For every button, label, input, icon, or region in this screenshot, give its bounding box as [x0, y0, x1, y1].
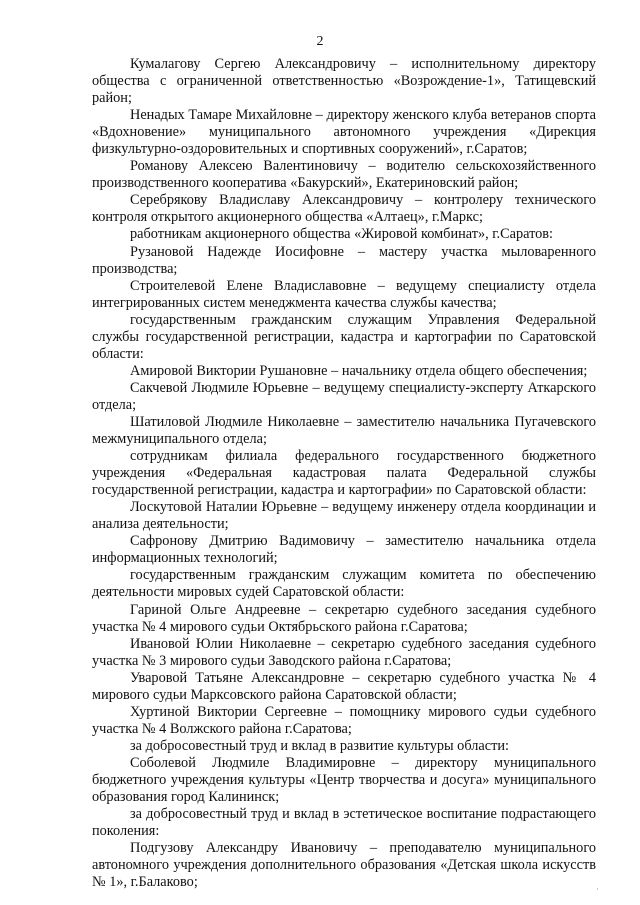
paragraph: Сакчевой Людмиле Юрьевне – ведущему специалисту-эксперту Аткарского отдела; — [92, 379, 596, 413]
paragraph: за добросовестный труд и вклад в развитие культуры области: — [130, 737, 509, 754]
paragraph: работникам акционерного общества «Жировой комбинат», г.Саратов: — [130, 226, 554, 243]
paragraph: государственным гражданским служащим комитета по обеспечению деятельности мировых судей Саратовской области: — [92, 567, 596, 601]
paragraph: Сафронову Дмитрию Вадимовичу – заместителю начальника отдела информационных технологий; — [92, 533, 596, 567]
margin-mark: · — [596, 884, 599, 894]
paragraph: Амировой Виктории Рушановне – начальнику отдела общего обеспечения; — [130, 362, 588, 379]
paragraph: Ненадых Тамаре Михайловне – директору женского клуба ветеранов спорта «Вдохновение» муниципального автономного учреждения «Дирекция физкультурно-оздоровительных и спортивных сооружений», г.Саратов; — [92, 107, 596, 158]
paragraph: Гариной Ольге Андреевне – секретарю судебного заседания судебного участка № 4 мирового судьи Октябрьского района г.Саратова; — [92, 601, 596, 635]
paragraph: Рузановой Надежде Иосифовне – мастеру участка мыловаренного производства; — [92, 243, 596, 277]
paragraph: Шатиловой Людмиле Николаевне – заместителю начальника Пугачевского межмуниципального отдела; — [92, 413, 596, 448]
document-body — [92, 56, 596, 891]
paragraph: Хуртиной Виктории Сергеевне – помощнику мирового судьи судебного участка № 4 Волжского района г.Саратова; — [92, 703, 596, 737]
paragraph: Строителевой Елене Владиславовне – ведущему специалисту отдела интегрированных систем менеджмента качества службы качества; — [92, 277, 596, 311]
paragraph: Кумалагову Сергею Александровичу – исполнительному директору общества с ограниченной ответственностью «Возрождение-1», Татищевский район; — [92, 56, 596, 107]
paragraph: Серебрякову Владиславу Александровичу – контролеру технического контроля открытого акционерного общества «Алтаец», г.Маркс; — [92, 192, 596, 226]
paragraph: Подгузову Александру Ивановичу – преподавателю муниципального автономного учреждения дополнительного образования «Детская школа искусств № 1», г.Балаково; — [92, 840, 596, 891]
paragraph: Уваровой Татьяне Александровне – секретарю судебного участка № 4 мирового судьи Марксовского района Саратовской области; — [92, 669, 596, 703]
paragraph: государственным гражданским служащим Управления Федеральной службы государственной регистрации, кадастра и картографии по Саратовской области: — [92, 311, 596, 362]
paragraph: за добросовестный труд и вклад в эстетическое воспитание подрастающего поколения: — [92, 806, 596, 840]
paragraph: сотрудникам филиала федерального государственного бюджетного учреждения «Федеральная кадастровая палата Федеральной службы государственной регистрации, кадастра и картографии» по Саратовской области: — [92, 448, 596, 499]
paragraph: Соболевой Людмиле Владимировне – директору муниципального бюджетного учреждения культуры «Центр творчества и досуга» муниципального образования город Калининск; — [92, 754, 596, 806]
paragraph: Ивановой Юлии Николаевне – секретарю судебного заседания судебного участка № 3 мирового судьи Заводского района г.Саратова; — [92, 635, 596, 669]
paragraph: Лоскутовой Наталии Юрьевне – ведущему инженеру отдела координации и анализа деятельности; — [92, 499, 596, 533]
page-number: 2 — [316, 34, 324, 49]
paragraph: Романову Алексею Валентиновичу – водителю сельскохозяйственного производственного кооператива «Бакурский», Екатериновский район; — [92, 158, 596, 192]
